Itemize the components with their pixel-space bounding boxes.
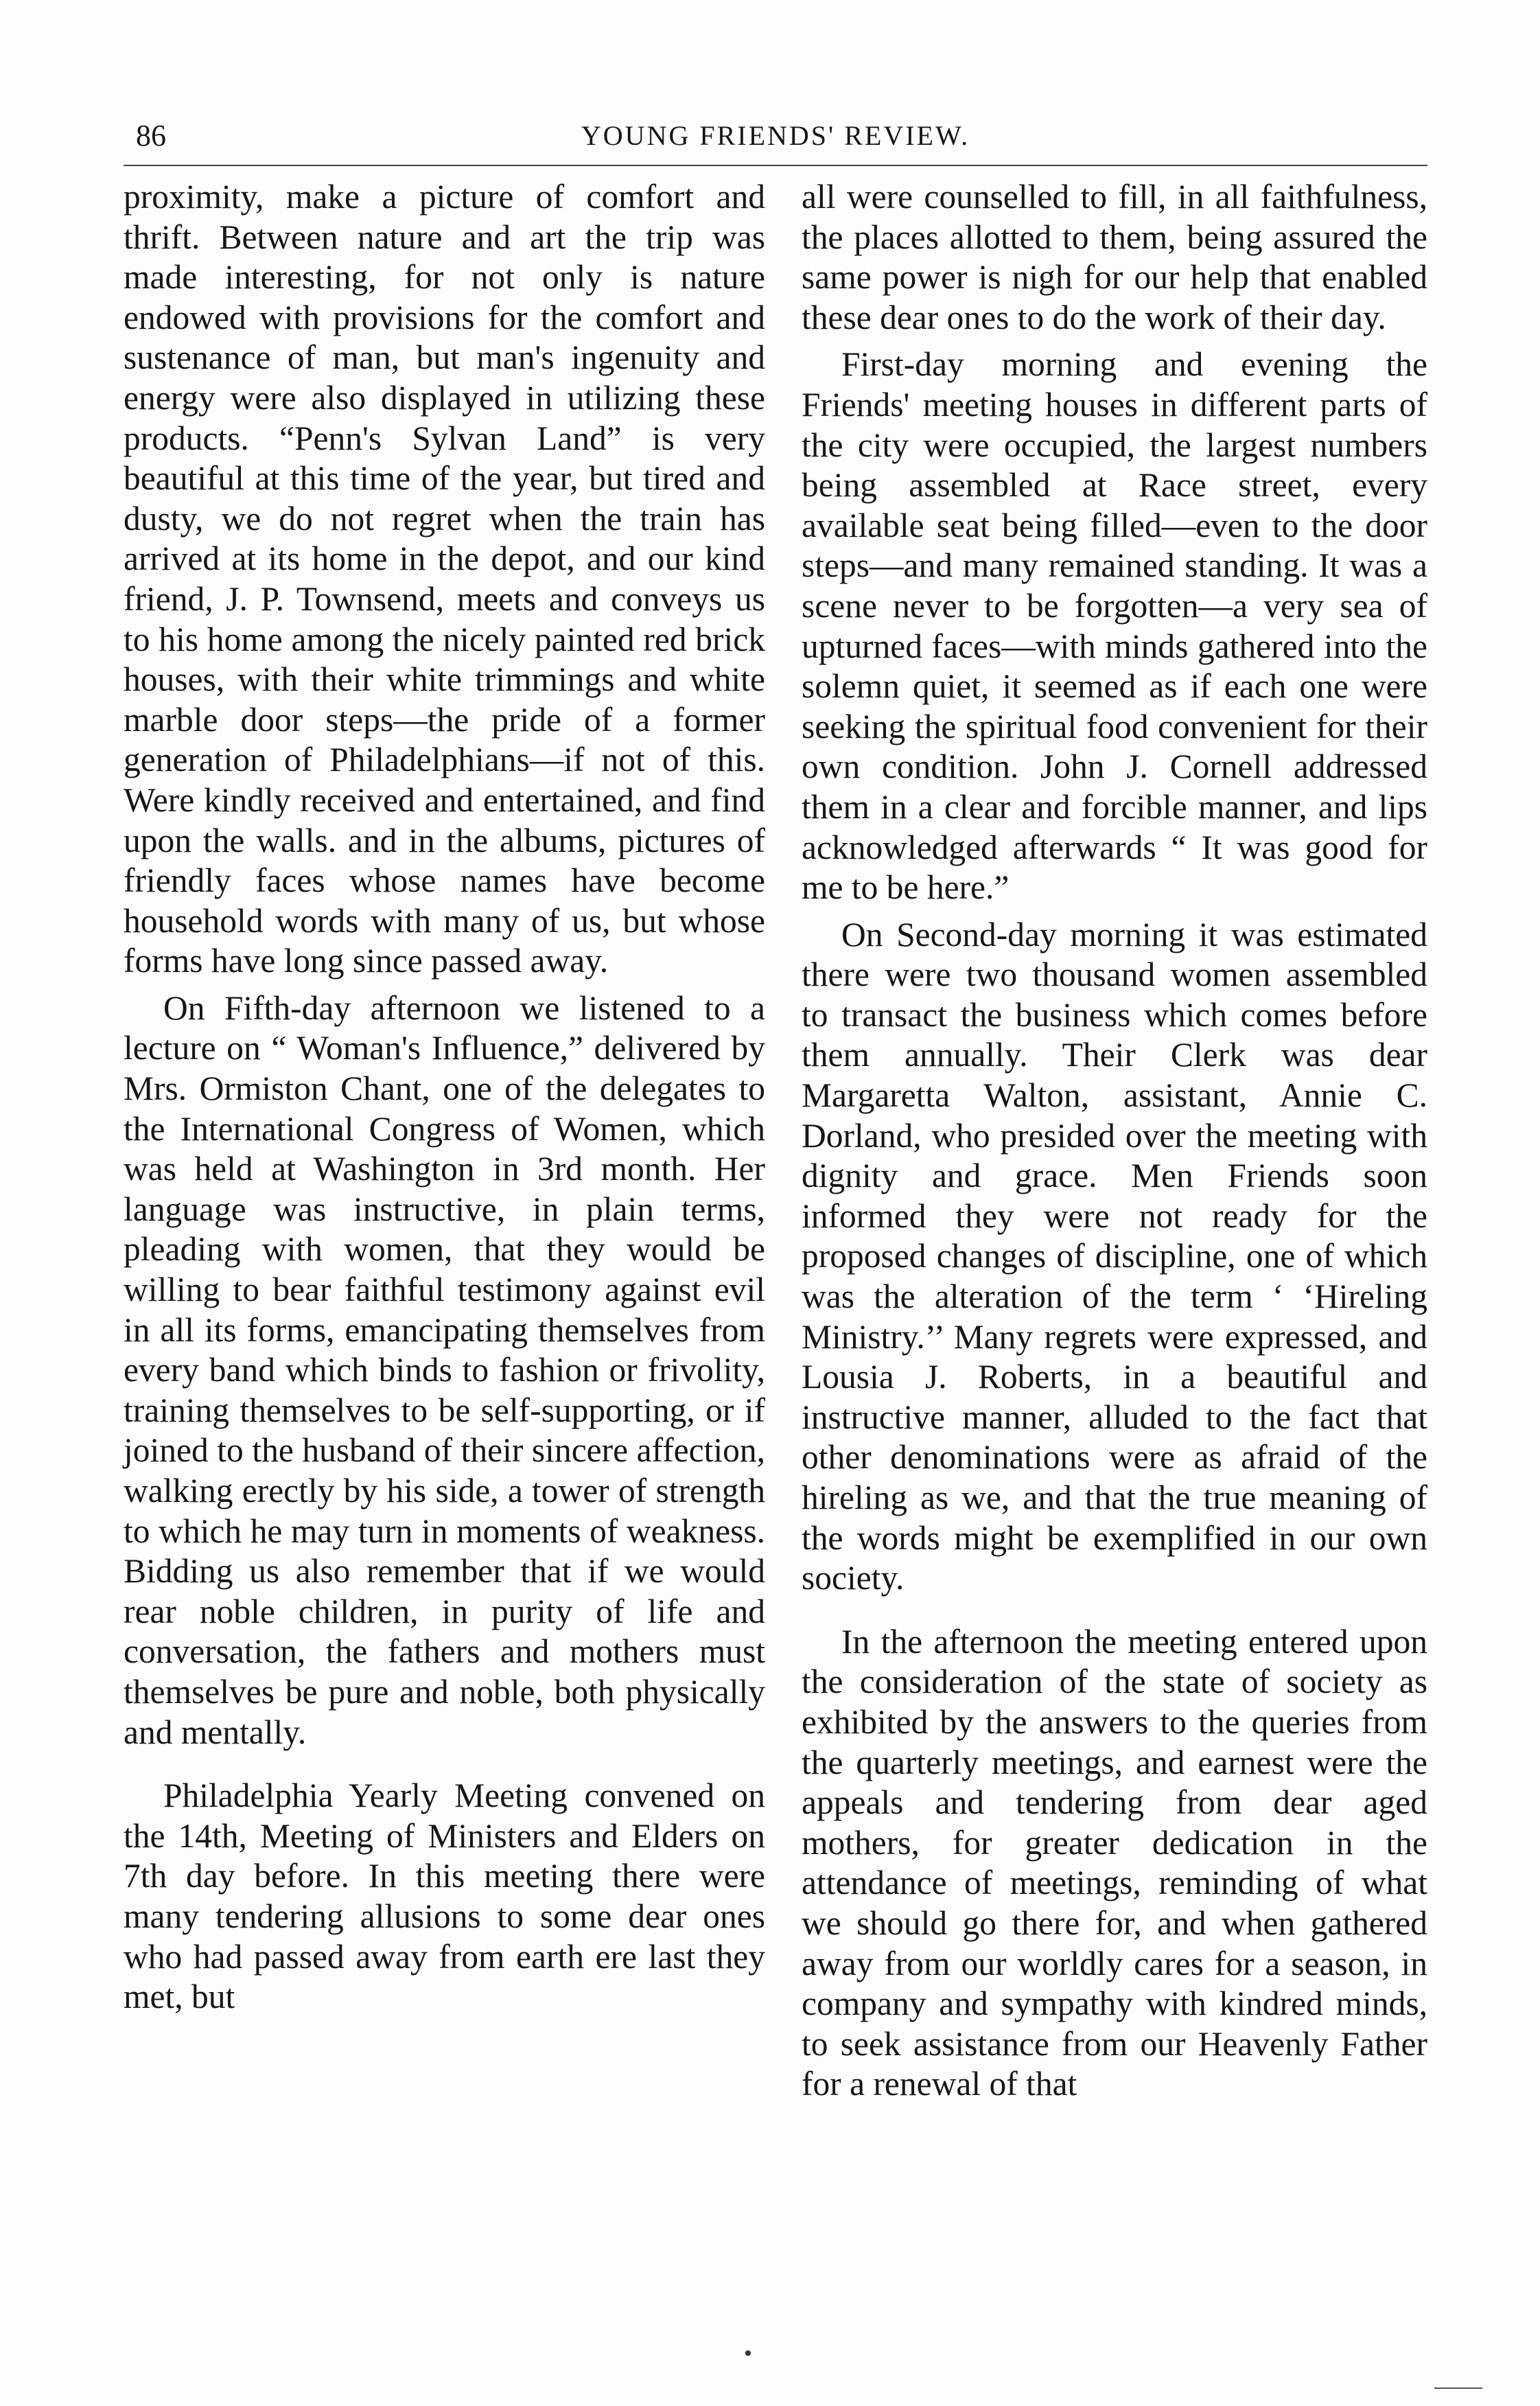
running-title: YOUNG FRIENDS' REVIEW.: [581, 120, 970, 151]
page-number: 86: [136, 119, 166, 152]
left-column: [124, 177, 765, 2017]
paragraph: Philadelphia Yearly Meeting convened on the 14th, Meeting of Ministers and Elders on 7th day before. In this meeting there were many tendering allusions to some dear ones who had passed away from earth ere last they met, but: [124, 1777, 765, 2016]
bottom-rule: [1434, 2387, 1482, 2389]
paragraph: proximity, make a picture of comfort and thrift. Between nature and art the trip was made interesting, for not only is nature endowed with provisions for the comfort and sustenance of man, but man's ingenuity and energy were also displayed in utilizing these products. “Penn's Sylvan Land” is very beautiful at this time of the year, but tired and dusty, we do not regret when the train has arrived at its home in the depot, and our kind friend, J. P. Townsend, meets and conveys us to his home among the nicely painted red brick houses, with their white trimmings and white marble door steps—the pride of a former generation of Philadelphians—if not of this. Were kindly received and entertained, and find upon the walls. and in the albums, pictures of friendly faces whose names have become household words with many of us, but whose forms have long since passed away.: [124, 178, 765, 980]
paragraph: First-day morning and evening the Friends' meeting houses in different parts of the city were occupied, the largest numbers being assembled at Race street, every available seat being filled—even to the door steps—and many remained standing. It was a scene never to be forgotten—a very sea of upturned faces—with minds gathered into the solemn quiet, it seemed as if each one were seeking the spiritual food convenient for their own condition. John J. Cornell addressed them in a clear and forcible manner, and lips acknowledged afterwards “ It was good for me to be here.”: [802, 345, 1427, 907]
paragraph: On Second-day morning it was estimated there were two thousand women assembled to transact the business which comes before them annually. Their Clerk was dear Margaretta Walton, assistant, Annie C. Dorland, who presided over the meeting with dignity and grace. Men Friends soon informed they were not ready for the proposed changes of discipline, one of which was the alteration of the term ‘ ‘Hireling Ministry.’’ Many regrets were expressed, and Lousia J. Roberts, in a beautiful and instructive manner, alluded to the fact that other denominations were as afraid of the hireling as we, and that the true meaning of the words might be exemplified in our own society.: [802, 915, 1427, 1597]
right-column: [802, 177, 1427, 2105]
paragraph: all were counselled to fill, in all faithfulness, the places allotted to them, being assured the same power is nigh for our help that enabled these dear ones to do the work of their day.: [802, 178, 1427, 336]
print-speck: [745, 2350, 751, 2356]
header-rule: [124, 165, 1427, 166]
paragraph: On Fifth-day afternoon we listened to a lecture on “ Woman's Influence,” delivered by Mrs. Ormiston Chant, one of the delegates to the International Congress of Women, which was held at Washington in 3rd month. Her language was instructive, in plain terms, pleading with women, that they would be willing to bear faithful testimony against evil in all its forms, emancipating themselves from every band which binds to fashion or frivolity, training themselves to be self-supporting, or if joined to the husband of their sincere affection, walking erectly by his side, a tower of strength to which he may turn in moments of weakness. Bidding us also remember that if we would rear noble children, in purity of life and conversation, the fathers and mothers must themselves be pure and noble, both physically and mentally.: [124, 988, 765, 1751]
page-header: [124, 115, 1427, 157]
paragraph: In the afternoon the meeting entered upon the consideration of the state of society as exhibited by the answers to the queries from the quarterly meetings, and earnest were the appeals and tendering from dear aged mothers, for greater dedication in the attendance of meetings, reminding of what we should go there for, and when gathered away from our worldly cares for a season, in company and sympathy with kindred minds, to seek assistance from our Heavenly Father for a renewal of that: [802, 1622, 1427, 2103]
